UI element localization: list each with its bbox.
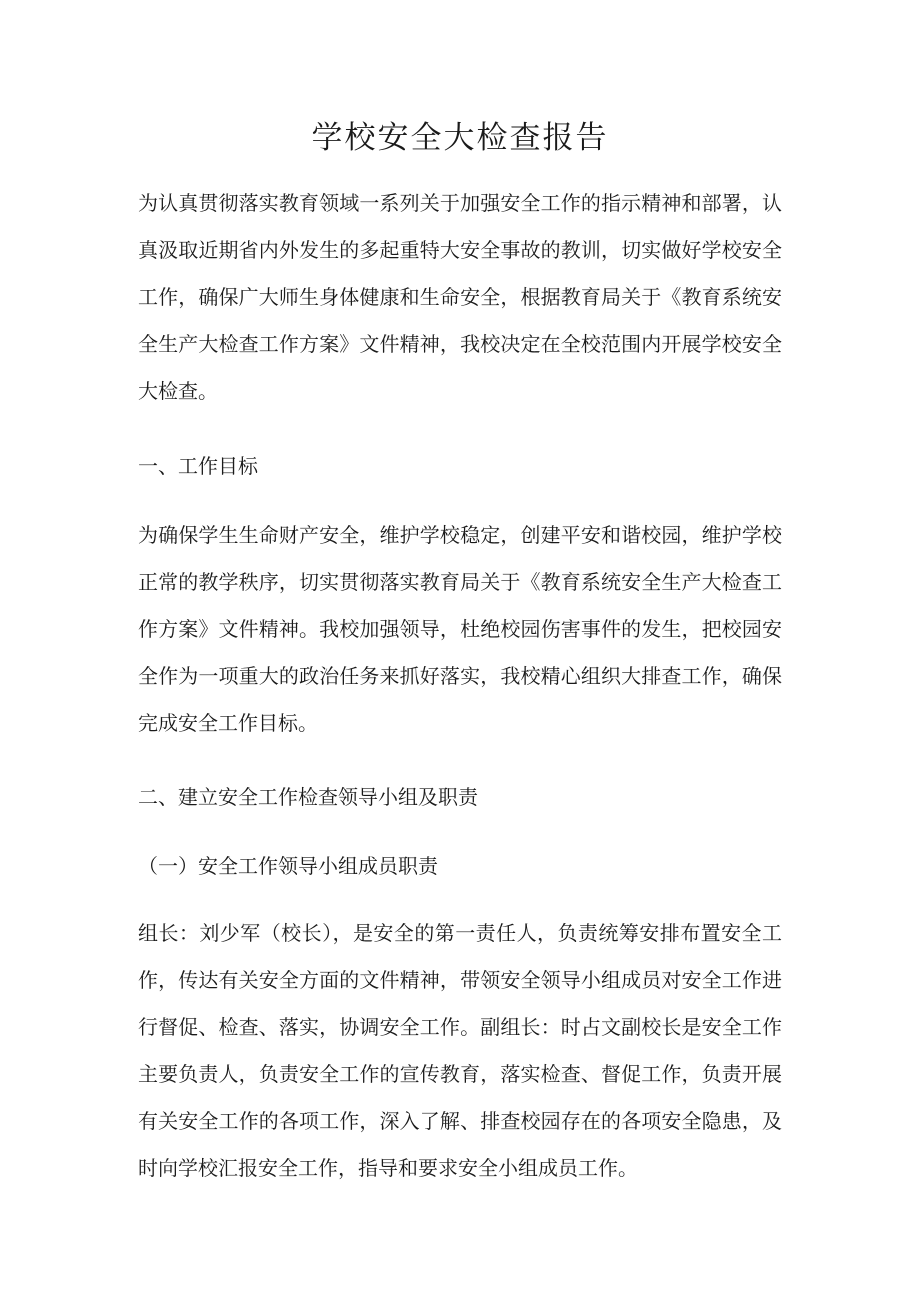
section-2-subheading: （一）安全工作领导小组成员职责 [138,854,438,878]
section-1-paragraph: 为确保学生生命财产安全，维护学校稳定，创建平安和谐校园，维护学校正常的教学秩序，切实贯彻落实教育局关于《教育系统安全生产大检查工作方案》文件精神。我校加强领导，杜绝校园伤害事件的发生，把校园安全作为一项重大的政治任务来抓好落实，我校精心组织大排查工作，确保完成安全工作目标。 [138,523,782,735]
document-title: 学校安全大检查报告 [311,120,609,156]
intro-paragraph: 为认真贯彻落实教育领域一系列关于加强安全工作的指示精神和部署，认真汲取近期省内外发生的多起重特大安全事故的教训，切实做好学校安全工作，确保广大师生身体健康和生命安全，根据教育局关于《教育系统安全生产大检查工作方案》文件精神，我校决定在全校范围内开展学校安全大检查。 [138,191,782,403]
section-1-heading: 一、工作目标 [138,454,258,478]
section-2-sub-paragraph: 组长：刘少军（校长），是安全的第一责任人，负责统筹安排布置安全工作，传达有关安全方面的文件精神，带领安全领导小组成员对安全工作进行督促、检查、落实，协调安全工作。副组长：时占文副校长是安全工作主要负责人，负责安全工作的宣传教育，落实检查、督促工作，负责开展有关安全工作的各项工作，深入了解、排查校园存在的各项安全隐患，及时向学校汇报安全工作，指导和要求安全小组成员工作。 [138,921,782,1180]
section-2-heading: 二、建立安全工作检查领导小组及职责 [138,785,478,809]
